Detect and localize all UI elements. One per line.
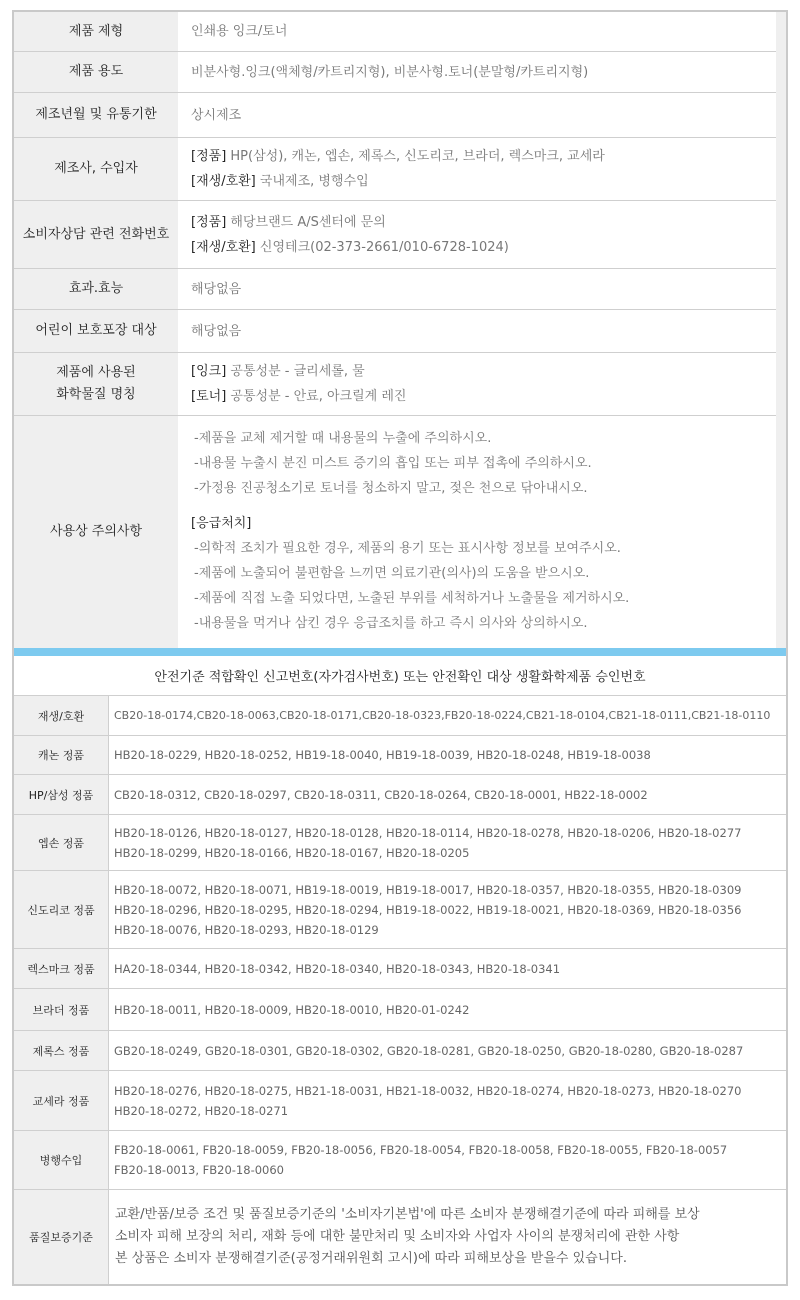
ink-tag: [잉크]: [191, 364, 227, 379]
approval-value: GB20-18-0249, GB20-18-0301, GB20-18-0302, GB20-18-0281, GB20-18-0250, GB20-18-0280, GB20-18-0287: [114, 1043, 744, 1058]
product-info-frame: [12, 10, 788, 1286]
approval-label: 교세라 정품: [14, 1071, 109, 1130]
spec-value-line: [재생/호환] 신영테크(02-373-2661/010-6728-1024): [191, 239, 509, 255]
spec-value: [178, 52, 776, 92]
spec-value-line: 상시제조: [191, 107, 242, 123]
spec-value-line: [토너] 공통성분 - 안료, 아크릴계 레진: [191, 389, 407, 404]
genuine-tag: [정품]: [191, 149, 227, 164]
spec-value: [178, 353, 776, 415]
spec-label: 사용상 주의사항: [49, 524, 143, 539]
toner-tag: [토너]: [191, 389, 227, 404]
spec-label: 제조년월 및 유통기한: [35, 107, 157, 122]
spec-row-form: [14, 12, 786, 51]
approval-label: 캐논 정품: [14, 736, 109, 774]
approval-label: 병행수입: [14, 1131, 109, 1189]
approval-label: 렉스마크 정품: [14, 949, 109, 988]
approval-row-brother: [14, 989, 786, 1031]
spec-row-manufacture-date: [14, 93, 786, 137]
approval-label: HP/삼성 정품: [14, 775, 109, 814]
approval-label: 재생/호환: [14, 696, 109, 735]
spec-value: [178, 12, 776, 51]
spec-row-usage-caution: [14, 416, 786, 648]
refill-tag: [재생/호환]: [191, 239, 256, 255]
approval-value: FB20-18-0061, FB20-18-0059, FB20-18-0056, FB20-18-0054, FB20-18-0058, FB20-18-0055, FB20-18-0057 FB20-18-0013, FB20-18-0060: [114, 1143, 728, 1177]
caution-line: -제품을 교체 제거할 때 내용물의 누출에 주의하시오.: [194, 431, 492, 446]
spec-label: 제품 용도: [68, 64, 124, 79]
spec-row-usage: [14, 52, 786, 92]
spec-value-line: 해당없음: [191, 323, 242, 339]
spec-value: [178, 269, 776, 309]
spec-row-efficacy: [14, 269, 786, 309]
product-spec-table: [14, 12, 786, 648]
approval-value: 교환/반품/보증 조건 및 품질보증기준의 '소비자기본법'에 따른 소비자 분쟁해결기준에 따라 피해를 보상 소비자 피해 보장의 처리, 재화 등에 대한 불만처리 및 소비자와 사업자 사이의 분쟁처리에 관한 사항 본 상품은 소비자 분쟁해결기준(공정거래위원회 고시)에 따라 피해보상을 받을수 있습니다.: [115, 1207, 700, 1266]
approval-value: HB20-18-0229, HB20-18-0252, HB19-18-0040, HB19-18-0039, HB20-18-0248, HB19-18-0038: [114, 748, 651, 762]
spec-value: [178, 310, 776, 352]
spec-value: [178, 416, 776, 648]
spec-row-contact-phone: [14, 201, 786, 268]
emergency-list: [191, 536, 776, 636]
approval-row-epson: [14, 815, 786, 871]
approval-row-parallel-import: [14, 1131, 786, 1190]
approval-value: HB20-18-0072, HB20-18-0071, HB19-18-0019, HB19-18-0017, HB20-18-0357, HB20-18-0355, HB20-18-0309 HB20-18-0296, HB20-18-0295, HB20-18-0294, HB19-18-0022, HB19-18-0021, HB20-18-0369, HB20-18-0356 HB20-18-0076, HB20-18-0293, HB20-18-0129: [114, 882, 742, 937]
spec-value-line: [정품] 해당브랜드 A/S센터에 문의: [191, 214, 386, 230]
approval-label: 브라더 정품: [14, 989, 109, 1030]
approval-row-lexmark: [14, 949, 786, 989]
approval-value: HB20-18-0126, HB20-18-0127, HB20-18-0128, HB20-18-0114, HB20-18-0278, HB20-18-0206, HB20-18-0277 HB20-18-0299, HB20-18-0166, HB20-18-0167, HB20-18-0205: [114, 825, 742, 860]
spec-row-chemicals: [14, 353, 786, 415]
spec-value-line: 인쇄용 잉크/토너: [191, 24, 288, 39]
caution-line: -내용물 누출시 분진 미스트 증기의 흡입 또는 피부 접촉에 주의하시오.: [194, 456, 592, 471]
approval-row-kyocera: [14, 1071, 786, 1131]
emergency-line: -의학적 조치가 필요한 경우, 제품의 용기 또는 표시사항 정보를 보여주시오.: [194, 541, 621, 556]
section-divider-bar: [14, 648, 786, 656]
approval-value: HB20-18-0276, HB20-18-0275, HB21-18-0031, HB21-18-0032, HB20-18-0274, HB20-18-0273, HB20-18-0270 HB20-18-0272, HB20-18-0271: [114, 1083, 742, 1118]
approval-row-refill: [14, 696, 786, 736]
spec-value: [178, 201, 776, 268]
approval-label: 엡손 정품: [14, 815, 109, 870]
approval-row-xerox: [14, 1031, 786, 1071]
caution-list: [191, 426, 776, 501]
caution-line: -가정용 진공청소기로 토너를 청소하지 말고, 젖은 천으로 닦아내시오.: [194, 481, 588, 496]
emergency-line: -제품에 노출되어 불편함을 느끼면 의료기관(의사)의 도움을 받으시오.: [194, 566, 590, 581]
spec-label: 소비자상담 관련 전화번호: [22, 226, 170, 242]
approval-section-title: 안전기준 적합확인 신고번호(자가검사번호) 또는 안전확인 대상 생활화학제품 승인번호: [14, 656, 786, 696]
spec-value-line: [정품] HP(삼성), 캐논, 엡손, 제록스, 신도리코, 브라더, 렉스마크, 교세라: [191, 149, 605, 164]
approval-label: 제록스 정품: [14, 1031, 109, 1070]
refill-tag: [재생/호환]: [191, 174, 256, 189]
approval-row-sindoh: [14, 871, 786, 949]
spec-label: 제조사, 수입자: [54, 161, 138, 176]
spec-value: [178, 138, 776, 200]
approval-value: CB20-18-0174,CB20-18-0063,CB20-18-0171,CB20-18-0323,FB20-18-0224,CB21-18-0104,CB21-18-0111,CB21-18-0110: [114, 708, 771, 722]
approval-value: HB20-18-0011, HB20-18-0009, HB20-18-0010, HB20-01-0242: [114, 1002, 470, 1017]
approval-row-hp-samsung: [14, 775, 786, 815]
approval-label: 신도리코 정품: [14, 871, 109, 948]
approval-value: CB20-18-0312, CB20-18-0297, CB20-18-0311, CB20-18-0264, CB20-18-0001, HB22-18-0002: [114, 787, 648, 802]
spec-row-manufacturer: [14, 138, 786, 200]
approval-value: HA20-18-0344, HB20-18-0342, HB20-18-0340, HB20-18-0343, HB20-18-0341: [114, 961, 561, 976]
emergency-line: -내용물을 먹거나 삼킨 경우 응급조치를 하고 즉시 의사와 상의하시오.: [194, 616, 588, 631]
spec-value-line: 비분사형.잉크(액체형/카트리지형), 비분사형.토너(분말형/카트리지형): [191, 64, 589, 80]
genuine-tag: [정품]: [191, 214, 227, 230]
spec-label: 어린이 보호포장 대상: [35, 323, 157, 338]
spec-value-line: 해당없음: [191, 281, 242, 297]
spec-value: [178, 93, 776, 137]
approval-row-quality-warranty: [14, 1190, 786, 1284]
emergency-title: [응급처치]: [191, 516, 252, 531]
spec-value-line: [잉크] 공통성분 - 글리세롤, 물: [191, 364, 365, 379]
spec-row-child-package: [14, 310, 786, 352]
approval-label: 품질보증기준: [14, 1190, 109, 1284]
emergency-line: -제품에 직접 노출 되었다면, 노출된 부위를 세척하거나 노출물을 제거하시오.: [194, 591, 630, 606]
spec-label: 효과.효능: [68, 281, 124, 296]
spec-label: 제품에 사용된 화학물질 명칭: [56, 365, 136, 402]
approval-row-canon: [14, 736, 786, 775]
spec-label: 제품 제형: [68, 23, 124, 39]
spec-value-line: [재생/호환] 국내제조, 병행수입: [191, 174, 369, 189]
